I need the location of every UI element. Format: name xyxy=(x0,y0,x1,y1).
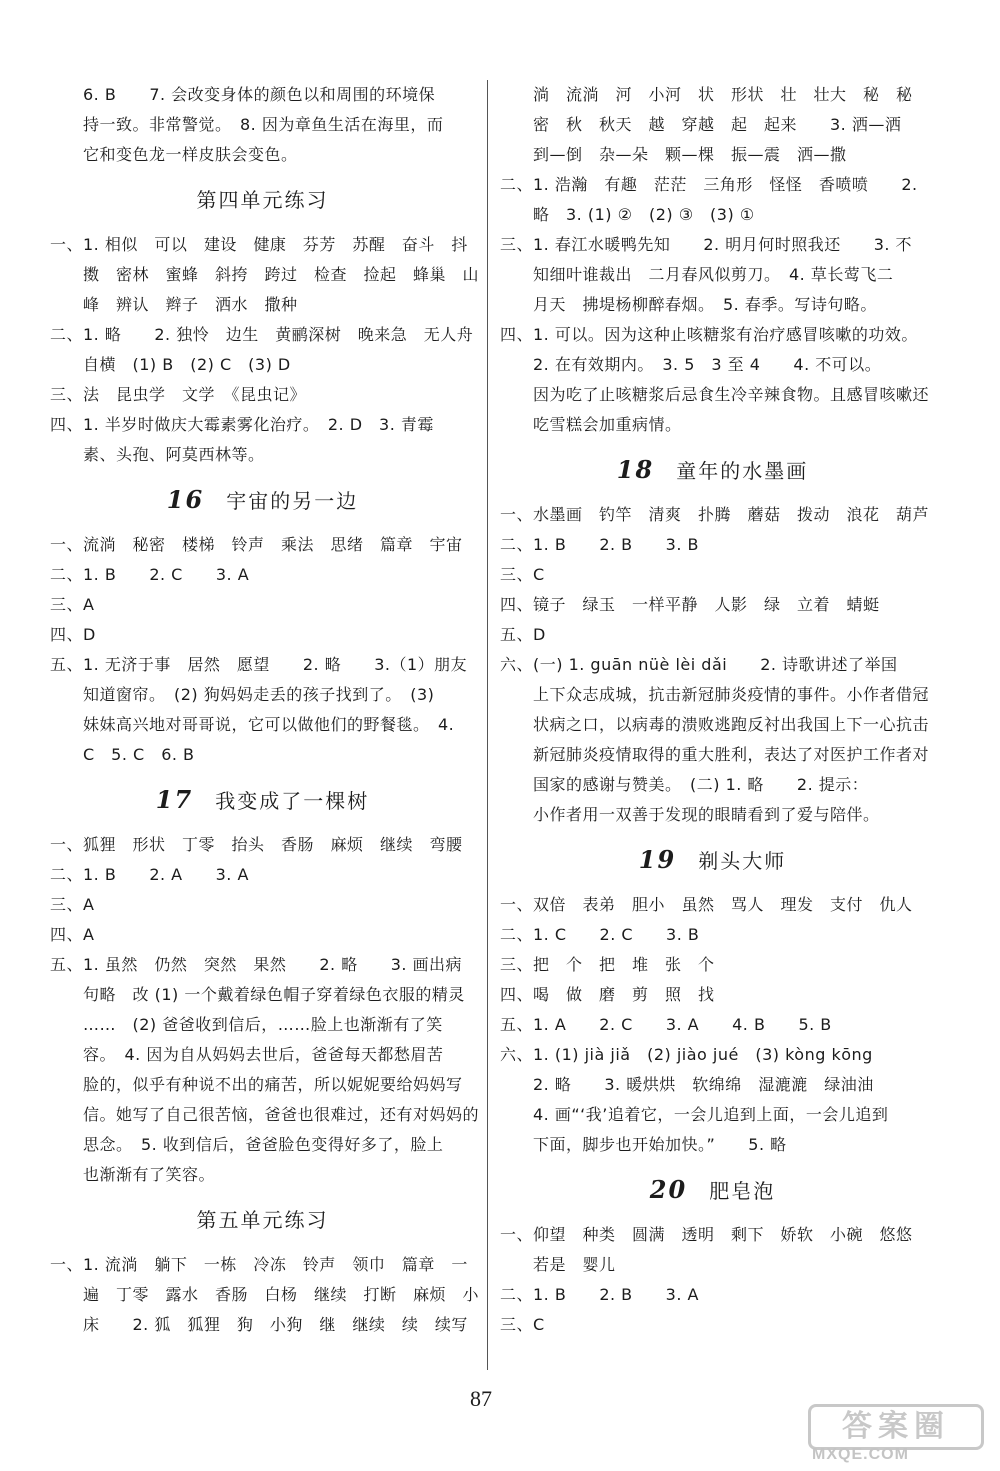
answer-line: 五、D xyxy=(500,625,546,644)
right-column xyxy=(500,80,930,1340)
answer-line: 吃雪糕会加重病情。 xyxy=(500,415,682,434)
answer-line: 容。 4. 因为自从妈妈去世后，爸爸每天都愁眉苦 xyxy=(50,1045,444,1064)
answer-line: 三、C xyxy=(500,1315,545,1334)
answer-line: 二、1. B 2. B 3. B xyxy=(500,535,699,554)
answer-line: 它和变色龙一样皮肤会变色。 xyxy=(50,145,298,164)
answer-line: 一、仰望 种类 圆满 透明 剩下 娇软 小碗 悠悠 xyxy=(500,1225,913,1244)
section-heading xyxy=(500,440,925,500)
answer-line: 到—倒 杂—朵 颗—棵 振—震 洒—撒 xyxy=(500,145,847,164)
answer-line: 新冠肺炎疫情取得的重大胜利，表达了对医护工作者对 xyxy=(500,745,930,764)
section-heading xyxy=(500,1160,925,1220)
answer-line: 六、(一) 1. guān nüè lèi dǎi 2. 诗歌讲述了举国 xyxy=(500,655,898,674)
lesson-number: 19 xyxy=(638,845,677,874)
answer-line: 一、双倍 表弟 胆小 虽然 骂人 理发 支付 仇人 xyxy=(500,895,913,914)
answer-line: 6. B 7. 会改变身体的颜色以和周围的环境保 xyxy=(50,85,436,104)
answer-line: 三、1. 春江水暖鸭先知 2. 明月何时照我还 3. 不 xyxy=(500,235,913,254)
watermark-logo: 答案圈 xyxy=(808,1404,984,1450)
answer-line: 四、A xyxy=(50,925,95,944)
answer-line: 2. 略 3. 暖烘烘 软绵绵 湿漉漉 绿油油 xyxy=(500,1075,874,1094)
section-heading xyxy=(50,1190,475,1250)
answer-line: 知细叶谁裁出 二月春风似剪刀。 4. 草长莺飞二 xyxy=(500,265,894,284)
section-heading xyxy=(50,770,475,830)
section-heading xyxy=(50,170,475,230)
answer-line: 一、1. 相似 可以 建设 健康 芬芳 苏醒 奋斗 抖 xyxy=(50,235,468,254)
answer-line: 妹妹高兴地对哥哥说，它可以做他们的野餐毯。 4. xyxy=(50,715,455,734)
answer-line: 二、1. C 2. C 3. B xyxy=(500,925,700,944)
answer-line: 四、D xyxy=(50,625,96,644)
answer-line: 遍 丁零 露水 香肠 白杨 继续 打断 麻烦 小 xyxy=(50,1285,480,1304)
answer-line: 信。她写了自己很苦恼，爸爸也很难过，还有对妈妈的 xyxy=(50,1105,480,1124)
answer-line: 四、喝 做 磨 剪 照 找 xyxy=(500,985,715,1004)
answer-line: 小作者用一双善于发现的眼睛看到了爱与陪伴。 xyxy=(500,805,880,824)
answer-line: 二、1. 略 2. 独怜 边生 黄鹂深树 晚来急 无人舟 xyxy=(50,325,474,344)
answer-line: 国家的感谢与赞美。 (二) 1. 略 2. 提示： xyxy=(500,775,869,794)
answer-line: 擞 密林 蜜蜂 斜挎 跨过 检查 捡起 蜂巢 山 xyxy=(50,265,480,284)
answer-line: …… (2) 爸爸收到信后，……脸上也渐渐有了笑 xyxy=(50,1015,443,1034)
section-title: 第四单元练习 xyxy=(196,188,329,212)
page-number: 87 xyxy=(470,1386,492,1411)
answer-line: 4. 画“‘我’追着它，一会儿追到上面，一会儿追到 xyxy=(500,1105,889,1124)
answer-line: C 5. C 6. B xyxy=(50,745,195,764)
answer-line: 自横 (1) B (2) C (3) D xyxy=(50,355,291,374)
answer-line: 六、1. (1) jià jiǎ (2) jiào jué (3) kòng kōng xyxy=(500,1045,873,1064)
answer-line: 状病之口，以病毒的溃败逃跑反衬出我国上下一心抗击 xyxy=(500,715,930,734)
answer-line: 淌 流淌 河 小河 状 形状 壮 壮大 秘 秘 xyxy=(500,85,913,104)
answer-line: 三、把 个 把 堆 张 个 xyxy=(500,955,715,974)
answer-line: 三、法 昆虫学 文学 《昆虫记》 xyxy=(50,385,307,404)
answer-line: 峰 辨认 辫子 洒水 撒种 xyxy=(50,295,298,314)
answer-line: 也渐渐有了笑容。 xyxy=(50,1165,216,1184)
section-title: 剃头大师 xyxy=(698,849,787,873)
section-heading xyxy=(500,830,925,890)
watermark-url: MXQE.COM xyxy=(812,1446,909,1463)
answer-line: 持一致。非常警觉。 8. 因为章鱼生活在海里，而 xyxy=(50,115,444,134)
section-title: 肥皂泡 xyxy=(709,1179,776,1203)
answer-line: 一、流淌 秘密 楼梯 铃声 乘法 思绪 篇章 宇宙 xyxy=(50,535,463,554)
answer-line: 因为吃了止咳糖浆后忌食生冷辛辣食物。且感冒咳嗽还 xyxy=(500,385,930,404)
answer-line: 床 2. 狐 狐狸 狗 小狗 继 继续 续 续写 xyxy=(50,1315,468,1334)
answer-line: 一、水墨画 钓竿 清爽 扑腾 蘑菇 拨动 浪花 葫芦 xyxy=(500,505,930,524)
watermark xyxy=(808,1404,984,1463)
section-title: 宇宙的另一边 xyxy=(226,489,359,513)
answer-line: 三、A xyxy=(50,895,95,914)
answer-line: 一、狐狸 形状 丁零 抬头 香肠 麻烦 继续 弯腰 xyxy=(50,835,463,854)
lesson-number: 20 xyxy=(649,1175,688,1204)
answer-line: 2. 在有效期内。 3. 5 3 至 4 4. 不可以。 xyxy=(500,355,882,374)
section-title: 第五单元练习 xyxy=(196,1208,329,1232)
answer-line: 略 3. (1) ② (2) ③ (3) ① xyxy=(500,205,755,224)
section-title: 我变成了一棵树 xyxy=(215,789,370,813)
answer-line: 五、1. 无济于事 居然 愿望 2. 略 3.（1）朋友 xyxy=(50,655,468,674)
answer-line: 三、A xyxy=(50,595,95,614)
answer-line: 知道窗帘。 (2) 狗妈妈走丢的孩子找到了。 (3) xyxy=(50,685,435,704)
answer-line: 二、1. 浩瀚 有趣 茫茫 三角形 怪怪 香喷喷 2. xyxy=(500,175,918,194)
answer-line: 句略 改 (1) 一个戴着绿色帽子穿着绿色衣服的精灵 xyxy=(50,985,465,1004)
left-column xyxy=(50,80,480,1340)
answer-line: 上下众志成城，抗击新冠肺炎疫情的事件。小作者借冠 xyxy=(500,685,930,704)
answer-line: 二、1. B 2. C 3. A xyxy=(50,565,250,584)
section-heading xyxy=(50,470,475,530)
answer-line: 五、1. 虽然 仍然 突然 果然 2. 略 3. 画出病 xyxy=(50,955,463,974)
column-divider xyxy=(487,80,488,1370)
answer-line: 密 秋 秋天 越 穿越 起 起来 3. 洒—洒 xyxy=(500,115,902,134)
lesson-number: 17 xyxy=(155,785,194,814)
answer-line: 二、1. B 2. B 3. A xyxy=(500,1285,699,1304)
section-title: 童年的水墨画 xyxy=(676,459,809,483)
answer-line: 若是 婴儿 xyxy=(500,1255,616,1274)
answer-line: 月天 拂堤杨柳醉春烟。 5. 春季。写诗句略。 xyxy=(500,295,877,314)
lesson-number: 18 xyxy=(616,455,655,484)
answer-line: 一、1. 流淌 躺下 一栋 冷冻 铃声 领巾 篇章 一 xyxy=(50,1255,468,1274)
answer-line: 三、C xyxy=(500,565,545,584)
answer-line: 思念。 5. 收到信后，爸爸脸色变得好多了，脸上 xyxy=(50,1135,444,1154)
answer-line: 五、1. A 2. C 3. A 4. B 5. B xyxy=(500,1015,832,1034)
answer-line: 四、镜子 绿玉 一样平静 人影 绿 立着 蜻蜓 xyxy=(500,595,880,614)
answer-line: 四、1. 半岁时做庆大霉素雾化治疗。 2. D 3. 青霉 xyxy=(50,415,434,434)
answer-line: 下面，脚步也开始加快。” 5. 略 xyxy=(500,1135,787,1154)
answer-line: 脸的，似乎有种说不出的痛苦，所以妮妮要给妈妈写 xyxy=(50,1075,463,1094)
lesson-number: 16 xyxy=(166,485,205,514)
answer-line: 素、头孢、阿莫西林等。 xyxy=(50,445,265,464)
answer-line: 四、1. 可以。因为这种止咳糖浆有治疗感冒咳嗽的功效。 xyxy=(500,325,918,344)
answer-line: 二、1. B 2. A 3. A xyxy=(50,865,249,884)
